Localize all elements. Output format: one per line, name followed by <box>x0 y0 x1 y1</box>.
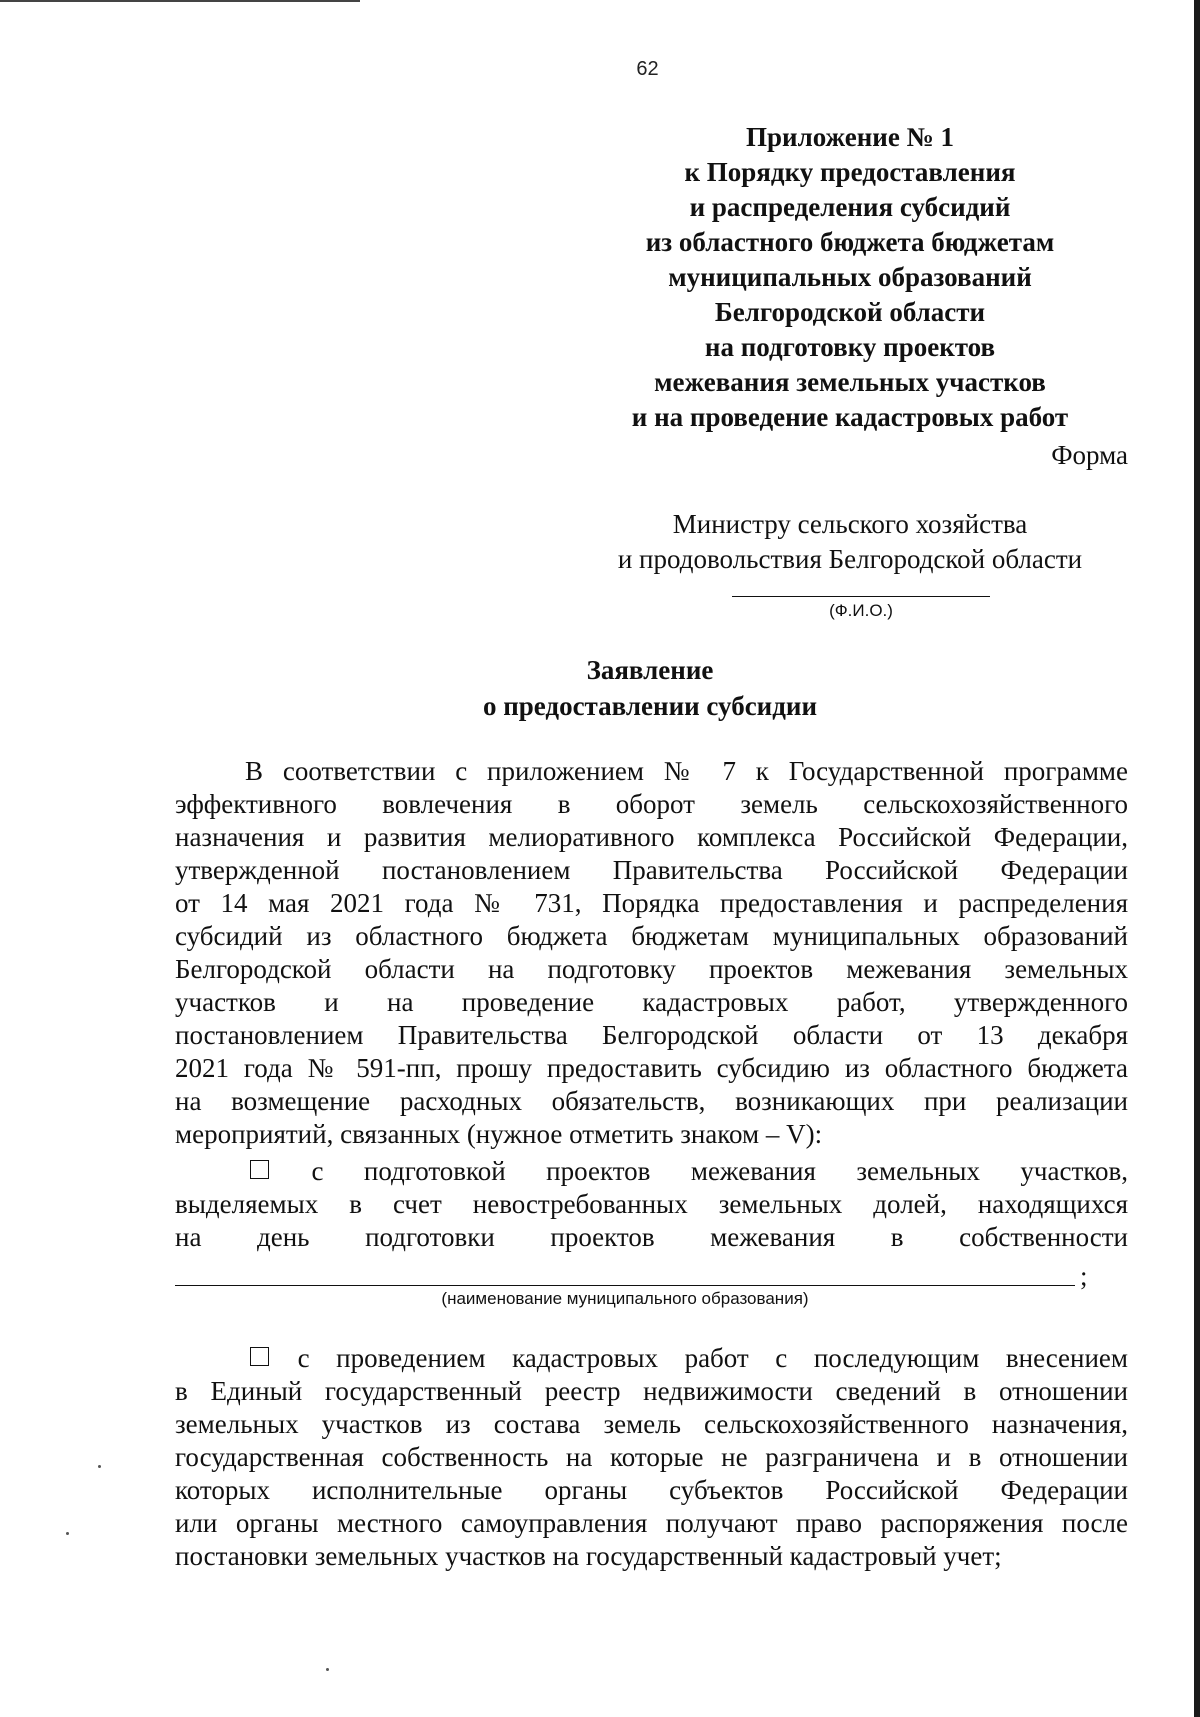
scan-edge-top <box>0 0 360 2</box>
scan-speck <box>98 1465 101 1468</box>
appendix-line: и на проведение кадастровых работ <box>631 402 1069 432</box>
appendix-line: муниципальных образований <box>668 262 1032 292</box>
paragraph-line: назначения и развития мелиоративного комплекса Российской Федерации, <box>175 822 1128 852</box>
option-line: выделяемых в счет невостребованных земельных долей, находящихся <box>175 1189 1128 1219</box>
paragraph-line: 2021 года № 591-пп, прошу предоставить субсидию из областного бюджета <box>175 1053 1128 1083</box>
addressee-line: Министру сельского хозяйства <box>672 509 1028 539</box>
appendix-header <box>600 120 1100 435</box>
scan-speck <box>326 1668 329 1671</box>
title-line: о предоставлении субсидии <box>482 691 818 721</box>
appendix-line: и распределения субсидий <box>689 192 1011 222</box>
document-title <box>0 652 1200 724</box>
addressee-line: и продовольствия Белгородской области <box>617 544 1083 574</box>
option-text: с подготовкой проектов межевания земельных участков, <box>311 1156 1128 1186</box>
form-label: Форма <box>1051 440 1128 470</box>
addressee-block <box>600 507 1100 577</box>
checkbox-land-survey[interactable] <box>250 1160 269 1179</box>
option-line: на день подготовки проектов межевания в собственности <box>175 1222 1128 1252</box>
municipality-caption: (наименование муниципального образования) <box>441 1289 809 1308</box>
paragraph-line: на возмещение расходных обязательств, возникающих при реализации <box>175 1086 1128 1116</box>
municipality-field[interactable] <box>175 1258 1128 1290</box>
appendix-line: Белгородской области <box>714 297 986 327</box>
option-line: постановки земельных участков на государственный кадастровый учет; <box>175 1541 1002 1571</box>
paragraph-line: субсидий из областного бюджета бюджетам муниципальных образований <box>175 921 1128 951</box>
page-number: 62 <box>636 58 659 80</box>
title-line: Заявление <box>586 655 714 685</box>
paragraph-line: утвержденной постановлением Правительства Российской Федерации <box>175 855 1128 885</box>
option-text: с проведением кадастровых работ с последующим внесением <box>297 1343 1128 1373</box>
appendix-line: на подготовку проектов <box>704 332 996 362</box>
option-line-first <box>175 1342 1128 1375</box>
fio-blank-line[interactable] <box>732 596 990 597</box>
appendix-line: Приложение № 1 <box>746 122 954 152</box>
appendix-line: к Порядку предоставления <box>684 157 1016 187</box>
option-land-survey <box>175 1155 1128 1254</box>
municipality-blank-line[interactable] <box>175 1285 1075 1286</box>
paragraph-line: участков и на проведение кадастровых работ, утвержденного <box>175 987 1128 1017</box>
paragraph-line: мероприятий, связанных (нужное отметить знаком – V): <box>175 1119 823 1149</box>
fio-caption: (Ф.И.О.) <box>829 601 893 620</box>
paragraph-line: Белгородской области на подготовку проектов межевания земельных <box>175 954 1128 984</box>
scan-speck <box>66 1532 69 1535</box>
option-line: земельных участков из состава земель сельскохозяйственного назначения, <box>175 1409 1128 1439</box>
municipality-semicolon: ; <box>1080 1261 1088 1291</box>
option-line: которых исполнительные органы субъектов Российской Федерации <box>175 1475 1128 1505</box>
option-line: или органы местного самоуправления получают право распоряжения после <box>175 1508 1128 1538</box>
paragraph-line: В соответствии с приложением № 7 к Государственной программе <box>245 756 1128 786</box>
checkbox-cadastral-works[interactable] <box>250 1347 269 1366</box>
option-line: в Единый государственный реестр недвижимости сведений в отношении <box>175 1376 1128 1406</box>
appendix-line: из областного бюджета бюджетам <box>645 227 1055 257</box>
appendix-line: межевания земельных участков <box>654 367 1046 397</box>
option-cadastral-works <box>175 1342 1128 1573</box>
paragraph-line: от 14 мая 2021 года № 731, Порядка предоставления и распределения <box>175 888 1128 918</box>
scan-edge-right <box>1194 0 1200 1717</box>
paragraph-main <box>175 755 1128 1151</box>
option-line-first <box>175 1155 1128 1188</box>
paragraph-line: эффективного вовлечения в оборот земель сельскохозяйственного <box>175 789 1128 819</box>
option-line: государственная собственность на которые не разграничена и в отношении <box>175 1442 1128 1472</box>
paragraph-line: постановлением Правительства Белгородской области от 13 декабря <box>175 1020 1128 1050</box>
